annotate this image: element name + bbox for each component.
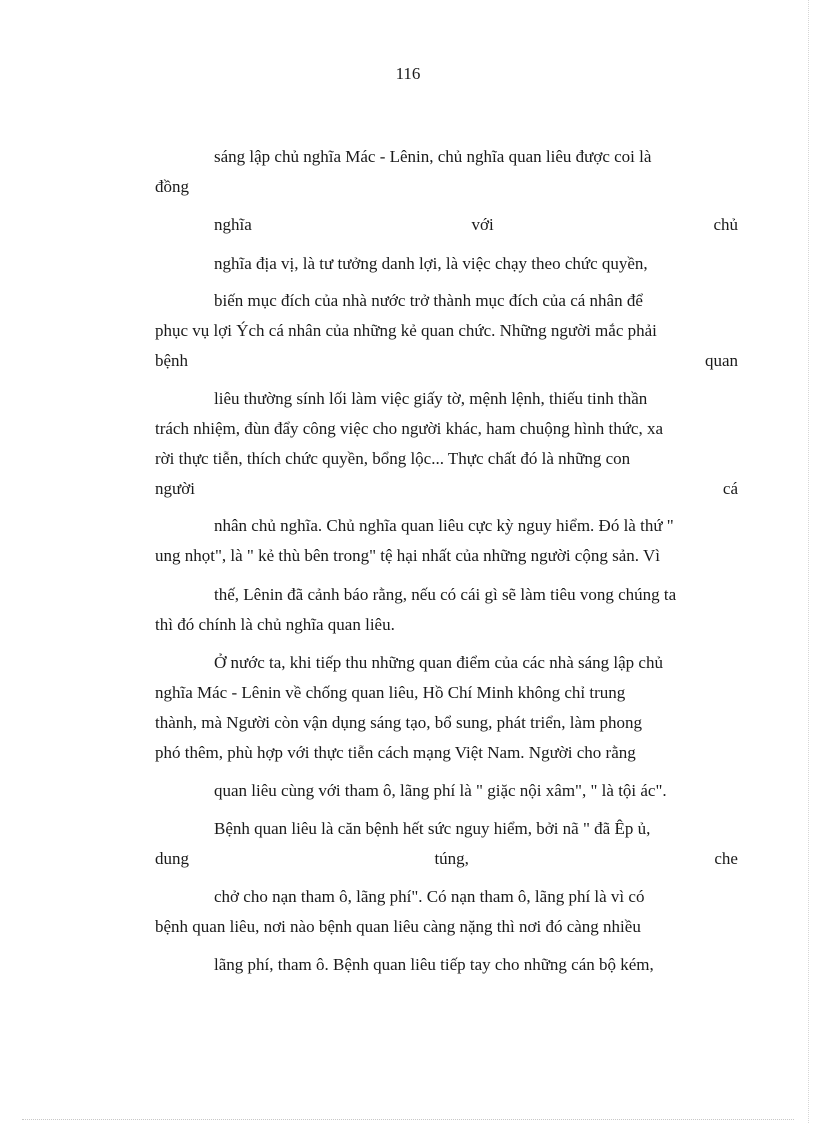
text-line <box>155 478 738 500</box>
word: nghĩa <box>214 215 252 234</box>
text-line <box>155 350 738 372</box>
text-line <box>155 848 738 870</box>
text-line: phục vụ lợi Ých cá nhân của những kẻ quan chức. Những người mắc phải <box>155 321 657 340</box>
text-line: nghĩa Mác - Lênin về chống quan liêu, Hồ Chí Minh không chỉ trung <box>155 683 626 702</box>
text-line: quan liêu cùng với tham ô, lãng phí là " giặc nội xâm", " là tội ác". <box>214 781 667 800</box>
text-line: nhân chủ nghĩa. Chủ nghĩa quan liêu cực kỳ nguy hiểm. Đó là thứ " <box>214 516 674 535</box>
text-line: lãng phí, tham ô. Bệnh quan liêu tiếp tay cho những cán bộ kém, <box>214 955 654 974</box>
page-right-border <box>808 0 809 1123</box>
text-line: thành, mà Người còn vận dụng sáng tạo, bổ sung, phát triển, làm phong <box>155 713 643 732</box>
page-number: 116 <box>395 64 421 83</box>
text-line: rời thực tiễn, thích chức quyền, bổng lộc... Thực chất đó là những con <box>155 449 631 468</box>
word: cá <box>722 479 738 498</box>
word: quan <box>704 351 738 370</box>
word: bệnh <box>155 351 189 370</box>
text-line <box>214 214 738 236</box>
text-line: thì đó chính là chủ nghĩa quan liêu. <box>155 615 395 634</box>
text-line: nghĩa địa vị, là tư tưởng danh lợi, là việc chạy theo chức quyền, <box>214 254 648 273</box>
word: che <box>714 849 738 868</box>
text-line: thế, Lênin đã cảnh báo rằng, nếu có cái gì sẽ làm tiêu vong chúng ta <box>214 585 677 604</box>
word: dung <box>155 849 189 868</box>
text-line: ung nhọt", là " kẻ thù bên trong" tệ hại nhất của những người cộng sản. Vì <box>155 546 660 565</box>
text-line: Ở nước ta, khi tiếp thu những quan điểm của các nhà sáng lập chủ <box>214 653 663 672</box>
text-line: Bệnh quan liêu là căn bệnh hết sức nguy hiểm, bởi nã " đã Êp ủ, <box>214 819 651 838</box>
word: người <box>155 479 195 498</box>
text-line: đồng <box>155 177 189 196</box>
word: chủ <box>713 215 738 234</box>
text-line: bệnh quan liêu, nơi nào bệnh quan liêu càng nặng thì nơi đó càng nhiều <box>155 917 641 936</box>
text-line: sáng lập chủ nghĩa Mác - Lênin, chủ nghĩa quan liêu được coi là <box>214 147 652 166</box>
text-line: trách nhiệm, đùn đẩy công việc cho người khác, ham chuộng hình thức, xa <box>155 419 663 438</box>
word: túng, <box>434 849 469 868</box>
text-line: phó thêm, phù hợp với thực tiễn cách mạng Việt Nam. Người cho rằng <box>155 743 636 762</box>
page-bottom-border <box>22 1119 794 1120</box>
word: với <box>471 215 494 234</box>
text-line: liêu thường sính lối làm việc giấy tờ, mệnh lệnh, thiếu tinh thần <box>214 389 648 408</box>
text-line: chở cho nạn tham ô, lãng phí". Có nạn tham ô, lãng phí là vì có <box>214 887 645 906</box>
text-line: biến mục đích của nhà nước trở thành mục đích của cá nhân để <box>214 291 643 310</box>
